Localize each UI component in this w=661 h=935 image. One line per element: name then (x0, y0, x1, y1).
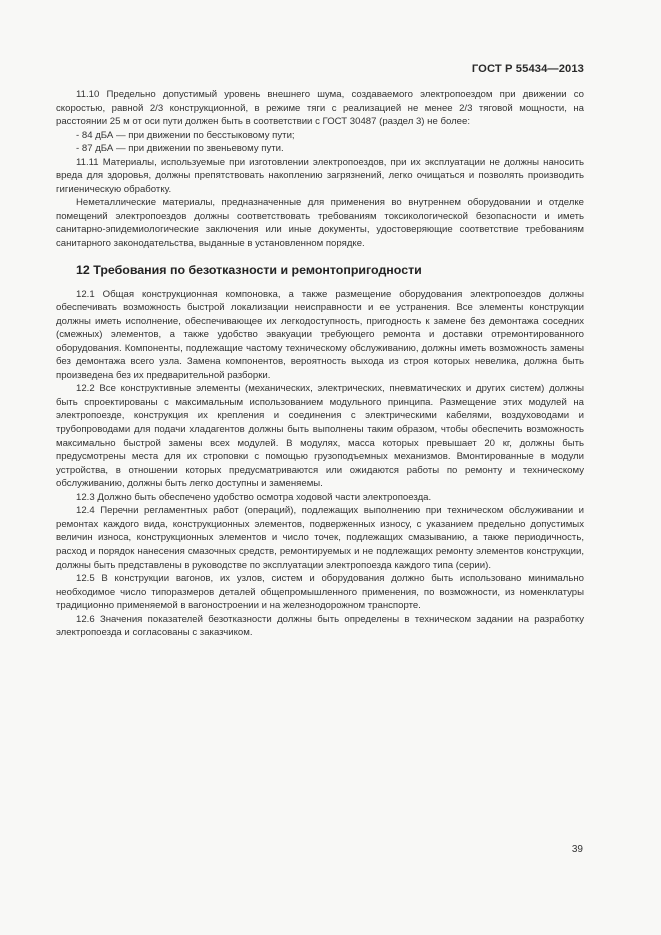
list-item-noise-continuous-track: - 84 дБА — при движении по бесстыковому пути; (76, 129, 295, 141)
paragraph-11-10: 11.10 Предельно допустимый уровень внешнего шума, создаваемого электропоездом при движении со скоростью, равной 2/3 конструкционной, в режиме тяги с реализацией не менее 2/3 тяговой мощности, на расстоянии 25 м от оси пути должен быть в соответствии с ГОСТ 30487 (раздел 3) не более: (56, 89, 584, 128)
paragraph-11-11: 11.11 Материалы, используемые при изготовлении электропоездов, при их эксплуатации не должны наносить вреда для здоровья, должны препятствовать накоплению загрязнений, легко очищаться и позволять производить гигиеническую обработку. (56, 156, 584, 195)
page-number: 39 (571, 844, 583, 855)
paragraph-12-4: 12.4 Перечни регламентных работ (операций), подлежащих выполнению при техническом обслуживании и ремонтах каждого вида, конструкционных элементов, подверженных износу, с указанием предельно допустимых величин износа, конструкционных элементов и число точек, подлежащих смазыванию, а также периодичность, расход и порядок нанесения смазочных средств, ремонтируемых и не подлежащих ремонту элементов конструкции, должны быть представлены в руководстве по эксплуатации электропоезда каждого типа (серии). (56, 505, 584, 571)
list-item-noise-jointed-track: - 87 дБА — при движении по звеньевому пути. (76, 143, 284, 155)
document-standard-id: ГОСТ Р 55434—2013 (471, 63, 584, 75)
paragraph-12-6: 12.6 Значения показателей безотказности должны быть определены в техническом задании на разработку электропоезда и согласованы с заказчиком. (56, 613, 584, 639)
paragraph-12-3: 12.3 Должно быть обеспечено удобство осмотра ходовой части электропоезда. (76, 491, 432, 503)
paragraph-12-1: 12.1 Общая конструкционная компоновка, а также размещение оборудования электропоездов должны обеспечивать возможность быстрой локализации неисправности и ее устранения. Все элементы конструкции должны иметь исполнение, обеспечивающее их легкодоступность, пригодность к замене без демонтажа соседних (смежных) элементов, а также удобство эвакуации требующего ремонта и доставки отремонтированного оборудования. Компоненты, подлежащие частому техническому обслуживанию, должны иметь возможность замены без демонтажа всего узла. Замена компонентов, вероятность выхода из строя которых невелика, должна быть произведена без их предварительной разборки. (56, 288, 584, 381)
section-title-12: 12 Требования по безотказности и ремонтопригодности (76, 262, 422, 277)
paragraph-12-5: 12.5 В конструкции вагонов, их узлов, систем и оборудования должно быть использовано минимально необходимое число типоразмеров деталей общепромышленного применения, по возможности, из номенклатуры традиционно применяемой в вагоностроении и на железнодорожном транспорте. (56, 573, 584, 612)
paragraph-nonmetallic-materials: Неметаллические материалы, предназначенные для применения во внутреннем оборудовании и отделке помещений электропоездов должны соответствовать требованиям токсикологической безопасности и иметь санитарно-эпидемиологические заключения или иные документы, удостоверяющие соответствие требованиям санитарного законодательства, выданные в установленном порядке. (56, 197, 584, 250)
page-content (56, 88, 584, 640)
paragraph-12-2: 12.2 Все конструктивные элементы (механических, электрических, пневматических и других систем) должны быть спроектированы с максимальным использованием модульного принципа. Размещение этих модулей на электропоезде, конструкция их крепления и соединения с электрическими кабелями, воздуховодами и трубопроводами для подачи хладагентов должны быть выполнены таким образом, чтобы обеспечить возможность максимально быстрой замены всех модулей. В модулях, масса которых превышает 20 кг, должны быть предусмотрены места для их строповки с помощью грузоподъемных механизмов. Вмонтированные в модули устройства, в отношении которых предусматриваются или ожидаются работы по ремонту и техническому обслуживанию, должны быть легко доступны и заменяемы. (56, 383, 584, 490)
